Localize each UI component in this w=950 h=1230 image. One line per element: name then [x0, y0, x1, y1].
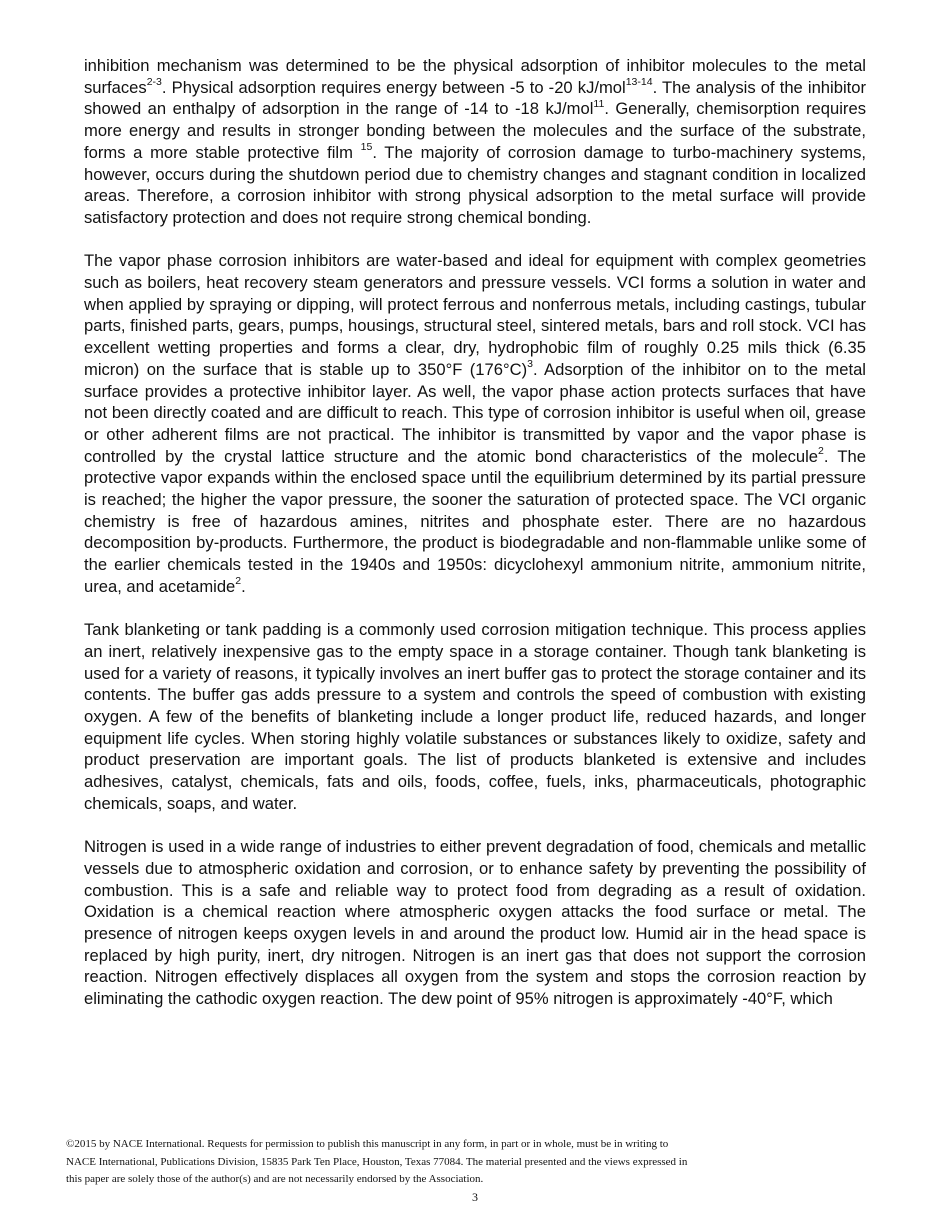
body-text — [84, 55, 866, 1032]
citation-superscript: 15 — [360, 141, 373, 154]
citation-superscript: 2 — [818, 445, 824, 458]
text-run: The vapor phase corrosion inhibitors are water-based and ideal for equipment with complex geometries such as boilers, heat recovery steam generators and pressure vessels. VCI forms a solution in water and when applied by spraying or dipping, will protect ferrous and nonferrous metals, including castings, tubular parts, finished parts, gears, pumps, housings, structural steel, sintered metals, bars and roll stock. VCI has excellent wetting properties and forms a clear, dry, hydrophobic film of roughly 0.25 mils thick (6.35 micron) on the surface that is stable up to 350°F (176°C) — [84, 251, 866, 379]
text-run: . Physical adsorption requires energy between -5 to -20 kJ/mol — [161, 77, 626, 97]
footer-line-3: this paper are solely those of the author(s) and are not necessarily endorsed by the Association. — [66, 1173, 484, 1185]
text-run: . The majority of corrosion damage to turbo-machinery systems, however, occurs during the shutdown period due to chemistry changes and stagnant condition in localized areas. Therefore, a corrosion inhibitor with strong physical adsorption to the metal surface will provide satisfactory protection and does not require strong chemical bonding. — [84, 142, 866, 227]
text-run: inhibition mechanism was determined to be the physical adsorption of inhibitor molecules to the metal surfaces — [84, 56, 866, 97]
copyright-footer — [66, 1136, 786, 1189]
paragraph — [84, 250, 866, 597]
page-number: 3 — [472, 1190, 478, 1204]
citation-superscript: 2-3 — [146, 76, 162, 89]
citation-superscript: 2 — [235, 575, 242, 588]
text-run: . Generally, chemisorption requires more energy and results in stronger bonding between the molecules and the surface of the substrate, forms a more stable protective film — [84, 99, 866, 162]
citation-superscript: 3 — [527, 358, 533, 371]
paragraph — [84, 55, 866, 229]
text-run: Tank blanketing or tank padding is a commonly used corrosion mitigation technique. This process applies an inert, relatively inexpensive gas to the empty space in a storage container. Though tank blanketing is used for a variety of reasons, it typically involves an inert buffer gas to protect the storage container and its contents. The buffer gas adds pressure to a system and controls the speed of combustion with existing oxygen. A few of the benefits of blanketing include a longer product life, reduced hazards, and longer equipment life cycles. When storing highly volatile substances or substances likely to oxidize, safety and product preservation are important goals. The list of products blanketed is extensive and includes adhesives, catalyst, chemicals, fats and oils, foods, coffee, fuels, inks, pharmaceuticals, photographic chemicals, soaps, and water. — [84, 620, 866, 813]
text-run: . Adsorption of the inhibitor on to the metal surface provides a protective inhibitor layer. As well, the vapor phase action protects surfaces that have not been directly coated and are difficult to reach. This type of corrosion inhibitor is useful when oil, grease or other adherent films are not practical. The inhibitor is transmitted by vapor and the vapor phase is controlled by the crystal lattice structure and the atomic bond characteristics of the molecule — [84, 359, 866, 466]
paragraph — [84, 836, 866, 1010]
text-run: . The analysis of the inhibitor showed an enthalpy of adsorption in the range of -14 to -18 kJ/mol — [84, 77, 866, 119]
paragraph — [84, 619, 866, 814]
text-run: Nitrogen is used in a wide range of industries to either prevent degradation of food, chemicals and metallic vessels due to atmospheric oxidation and corrosion, or to enhance safety by preventing the possibility of combustion. This is a safe and reliable way to protect food from degrading as a result of oxidation. Oxidation is a chemical reaction where atmospheric oxygen attacks the food surface or metal. The presence of nitrogen keeps oxygen levels in and around the product low. Humid air in the head space is replaced by high purity, inert, dry nitrogen. Nitrogen is an inert gas that does not support the corrosion reaction. Nitrogen effectively displaces all oxygen from the system and stops the corrosion reaction by eliminating the cathodic oxygen reaction. The dew point of 95% nitrogen is approximately -40°F, which — [84, 837, 866, 1009]
text-run: . — [241, 576, 246, 596]
text-run: . The protective vapor expands within the enclosed space until the equilibrium determined by its partial pressure is reached; the higher the vapor pressure, the sooner the saturation of protected space. The VCI organic chemistry is free of hazardous amines, nitrites and phosphate ester. There are no hazardous decomposition by-products. Furthermore, the product is biodegradable and non-flammable unlike some of the earlier chemicals tested in the 1940s and 1950s: dicyclohexyl ammonium nitrite, ammonium nitrite, urea, and acetamide — [84, 446, 867, 596]
footer-line-2: NACE International, Publications Division, 15835 Park Ten Place, Houston, Texas 77084. The material presented and the views expressed in — [66, 1155, 688, 1168]
citation-superscript: 13-14 — [625, 76, 653, 89]
citation-superscript: 11 — [593, 97, 605, 110]
footer-line-1: ©2015 by NACE International. Requests for permission to publish this manuscript in any form, in part or in whole, must be in writing to — [66, 1138, 669, 1150]
